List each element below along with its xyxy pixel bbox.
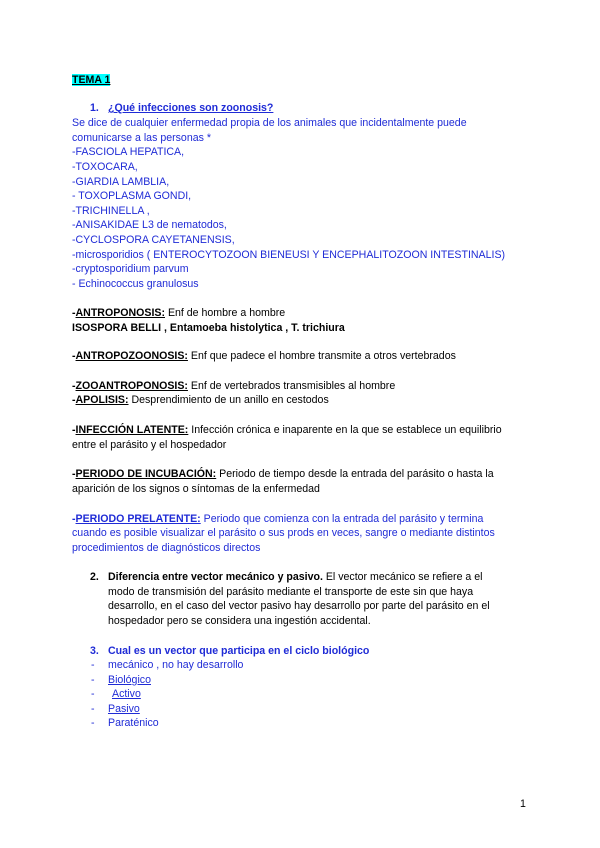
zoonosis-item: -FASCIOLA HEPATICA, — [72, 146, 185, 158]
antroponosis-examples: ISOSPORA BELLI , Entamoeba histolytica , T. trichiura — [72, 322, 345, 334]
antropozoonosis-term: ANTROPOZOONOSIS: — [75, 350, 188, 362]
zoonosis-item: -cryptosporidium parvum — [72, 263, 189, 275]
vector-item — [0, 703, 600, 716]
infeccion-latente-term: INFECCIÓN LATENTE: — [75, 424, 189, 436]
zooantroponosis-dash: - — [72, 380, 76, 392]
antroponosis-dash: - — [72, 307, 76, 319]
infeccion-latente-def-cont: entre el parásito y el hospedador — [72, 439, 227, 451]
zoonosis-item: - Echinococcus granulosus — [72, 278, 199, 290]
infeccion-latente-definition — [72, 424, 502, 437]
apolisis-def: Desprendimiento de un anillo en cestodos — [128, 394, 329, 406]
page-title — [72, 74, 110, 87]
zoonosis-item: -microsporidios ( ENTEROCYTOZOON BIENEUSI Y ENCEPHALITOZOON INTESTINALIS) — [72, 249, 506, 261]
antropozoonosis-dash: - — [72, 350, 76, 362]
question-2-answer: El vector mecánico se refiere a el — [322, 571, 483, 583]
zoonosis-item: - TOXOPLASMA GONDI, — [72, 190, 192, 202]
periodo-prelatente-dash: - — [72, 513, 76, 525]
title-text: TEMA 1 — [72, 74, 111, 86]
periodo-prelatente-definition — [72, 513, 483, 526]
vector-item-dash: - — [91, 674, 95, 686]
antropozoonosis-def: Enf que padece el hombre transmite a otros vertebrados — [187, 350, 456, 362]
zooantroponosis-definition — [72, 380, 395, 393]
question-1-text: ¿Qué infecciones son zoonosis? — [108, 102, 274, 114]
antroponosis-term: ANTROPONOSIS: — [75, 307, 165, 319]
zoonosis-item: -ANISAKIDAE L3 de nematodos, — [72, 219, 227, 231]
vector-item-text: Pasivo — [108, 703, 140, 715]
vector-item-text: Activo — [112, 688, 141, 700]
apolisis-term: APOLISIS: — [75, 394, 129, 406]
q1-answer-line-2: comunicarse a las personas * — [72, 132, 211, 144]
q1-answer-line-1: Se dice de cualquier enfermedad propia de los animales que incidentalmente puede — [72, 117, 467, 129]
infeccion-latente-dash: - — [72, 424, 76, 436]
vector-item — [0, 674, 600, 687]
page-number: 1 — [520, 798, 526, 810]
periodo-prelatente-def-cont: cuando es posible visualizar el parásito o sus prods en veces, sangre o mediante distintos — [72, 527, 495, 539]
periodo-incubacion-term: PERIODO DE INCUBACIÓN: — [75, 468, 217, 480]
vector-item — [0, 717, 600, 730]
antroponosis-def: Enf de hombre a hombre — [165, 307, 286, 319]
zoonosis-item: -TRICHINELLA , — [72, 205, 150, 217]
zoonosis-item: -GIARDIA LAMBLIA, — [72, 176, 170, 188]
vector-item — [0, 659, 600, 672]
vector-item-dash: - — [91, 659, 95, 671]
vector-item-text: mecánico , no hay desarrollo — [108, 659, 244, 671]
apolisis-definition — [72, 394, 329, 407]
zoonosis-item: -CYCLOSPORA CAYETANENSIS, — [72, 234, 235, 246]
vector-item-text: Paraténico — [108, 717, 159, 729]
question-3-number: 3. — [90, 645, 99, 657]
question-3-heading — [90, 645, 369, 658]
question-2-answer-cont: desarrollo, en el caso del vector pasivo hay desarrollo por parte del parásito en el — [108, 600, 490, 612]
periodo-incubacion-definition — [72, 468, 494, 481]
zooantroponosis-def: Enf de vertebrados transmisibles al hombre — [187, 380, 396, 392]
periodo-incubacion-def: Periodo de tiempo desde la entrada del parásito o hasta la — [216, 468, 494, 480]
vector-item — [0, 688, 600, 701]
antroponosis-definition — [72, 307, 285, 320]
question-3-text: Cual es un vector que participa en el ciclo biológico — [108, 645, 370, 657]
vector-item-text: Biológico — [108, 674, 151, 686]
question-2-text: Diferencia entre vector mecánico y pasivo. — [108, 571, 323, 583]
periodo-prelatente-def-cont: procedimientos de diagnósticos directos — [72, 542, 261, 554]
infeccion-latente-def: Infección crónica e inaparente en la que se establece un equilibrio — [188, 424, 502, 436]
periodo-prelatente-term: PERIODO PRELATENTE: — [75, 513, 201, 525]
question-2-answer-cont: modo de transmisión del parásito mediante el transporte de este sin que haya — [108, 586, 474, 598]
periodo-incubacion-def-cont: aparición de los signos o síntomas de la enfermedad — [72, 483, 320, 495]
zooantroponosis-term: ZOOANTROPONOSIS: — [75, 380, 188, 392]
question-2-heading — [90, 571, 483, 584]
vector-item-dash: - — [91, 717, 95, 729]
question-1-heading — [90, 102, 273, 115]
antropozoonosis-definition — [72, 350, 456, 363]
vector-item-dash: - — [91, 703, 95, 715]
question-1-number: 1. — [90, 102, 99, 114]
apolisis-dash: - — [72, 394, 76, 406]
periodo-incubacion-dash: - — [72, 468, 76, 480]
question-2-number: 2. — [90, 571, 99, 583]
vector-item-dash: - — [91, 688, 95, 700]
question-2-answer-cont: hospedador pero se considera una ingestión accidental. — [108, 615, 371, 627]
periodo-prelatente-def: Periodo que comienza con la entrada del parásito y termina — [200, 513, 484, 525]
zoonosis-item: -TOXOCARA, — [72, 161, 138, 173]
